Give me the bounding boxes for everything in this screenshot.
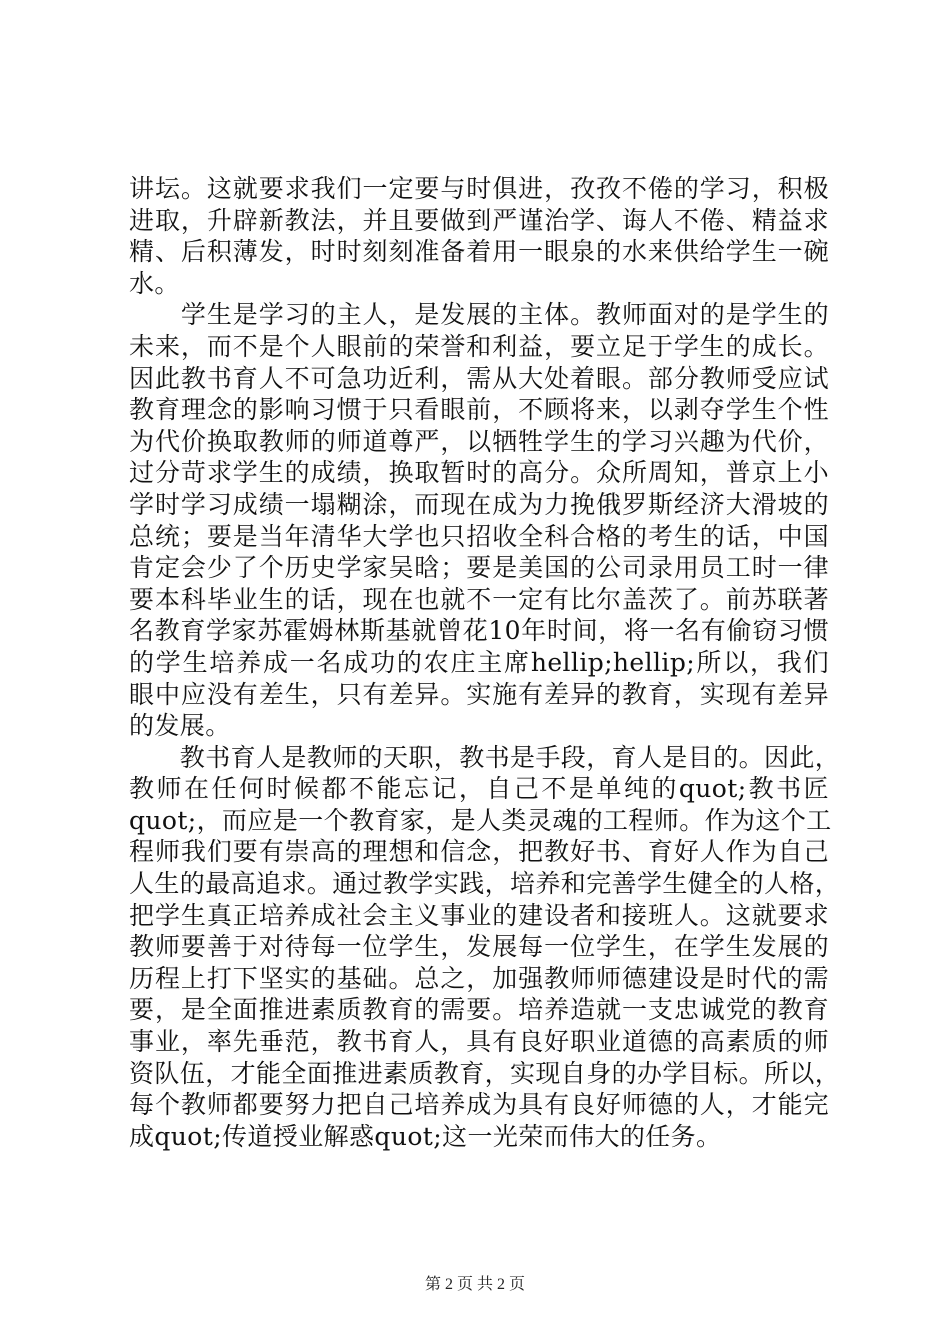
- text-line: 历程上打下坚实的基础。总之，加强教师师德建设是时代的需: [129, 963, 829, 993]
- text-line: 要，是全面推进素质教育的需要。培养造就一支忠诚党的教育: [129, 995, 829, 1025]
- text-line: 的学生培养成一名成功的农庄主席hellip;hellip;所以，我们: [129, 647, 829, 677]
- body-text: [129, 173, 841, 1152]
- text-line: 眼中应没有差生，只有差异。实施有差异的教育，实现有差异: [129, 679, 829, 709]
- text-line: 学生是学习的主人，是发展的主体。教师面对的是学生的: [129, 300, 829, 330]
- text-line: 进取，升辟新教法，并且要做到严谨治学、诲人不倦、精益求: [129, 205, 829, 235]
- text-line: 过分苛求学生的成绩，换取暂时的高分。众所周知，普京上小: [129, 458, 829, 488]
- text-line: 名教育学家苏霍姆林斯基就曾花10年时间，将一名有偷窃习惯: [129, 616, 829, 646]
- text-line: 人生的最高追求。通过教学实践，培养和完善学生健全的人格，: [129, 869, 841, 899]
- text-line: 要本科毕业生的话，现在也就不一定有比尔盖茨了。前苏联著: [129, 584, 829, 614]
- text-line: 总统；要是当年清华大学也只招收全科合格的考生的话，中国: [129, 521, 829, 551]
- text-line: 教书育人是教师的天职，教书是手段，育人是目的。因此，: [129, 742, 841, 772]
- page-footer: 第 2 页 共 2 页: [424, 1276, 525, 1293]
- text-line: 程师我们要有崇高的理想和信念，把教好书、育好人作为自己: [129, 837, 829, 867]
- text-line: 把学生真正培养成社会主义事业的建设者和接班人。这就要求: [129, 900, 829, 930]
- text-line: 教育理念的影响习惯于只看眼前，不顾将来，以剥夺学生个性: [129, 395, 829, 425]
- text-line: 讲坛。这就要求我们一定要与时俱进，孜孜不倦的学习，积极: [129, 174, 829, 203]
- text-line: 学时学习成绩一塌糊涂，而现在成为力挽俄罗斯经济大滑坡的: [129, 489, 829, 519]
- text-line: 的发展。: [129, 711, 231, 741]
- text-line: 教师要善于对待每一位学生，发展每一位学生，在学生发展的: [129, 932, 829, 962]
- text-line: 每个教师都要努力把自己培养成为具有良好师德的人，才能完: [129, 1090, 829, 1120]
- text-line: 事业，率先垂范，教书育人，具有良好职业道德的高素质的师: [129, 1027, 829, 1057]
- text-line: 为代价换取教师的师道尊严，以牺牲学生的学习兴趣为代价，: [129, 426, 829, 456]
- text-line: 水。: [129, 268, 180, 298]
- text-line: 成quot;传道授业解惑quot;这一光荣而伟大的任务。: [129, 1121, 722, 1151]
- text-line: 肯定会少了个历史学家吴晗；要是美国的公司录用员工时一律: [129, 553, 829, 583]
- text-line: 精、后积薄发，时时刻刻准备着用一眼泉的水来供给学生一碗: [129, 237, 829, 267]
- text-line: 教师在任何时候都不能忘记，自己不是单纯的quot;教书匠: [129, 774, 829, 804]
- text-line: 资队伍，才能全面推进素质教育，实现自身的办学目标。所以，: [129, 1058, 841, 1088]
- text-line: quot;，而应是一个教育家，是人类灵魂的工程师。作为这个工: [129, 805, 832, 835]
- text-line: 因此教书育人不可急功近利，需从大处着眼。部分教师受应试: [129, 363, 829, 393]
- text-line: 未来，而不是个人眼前的荣誉和利益，要立足于学生的成长。: [129, 331, 829, 361]
